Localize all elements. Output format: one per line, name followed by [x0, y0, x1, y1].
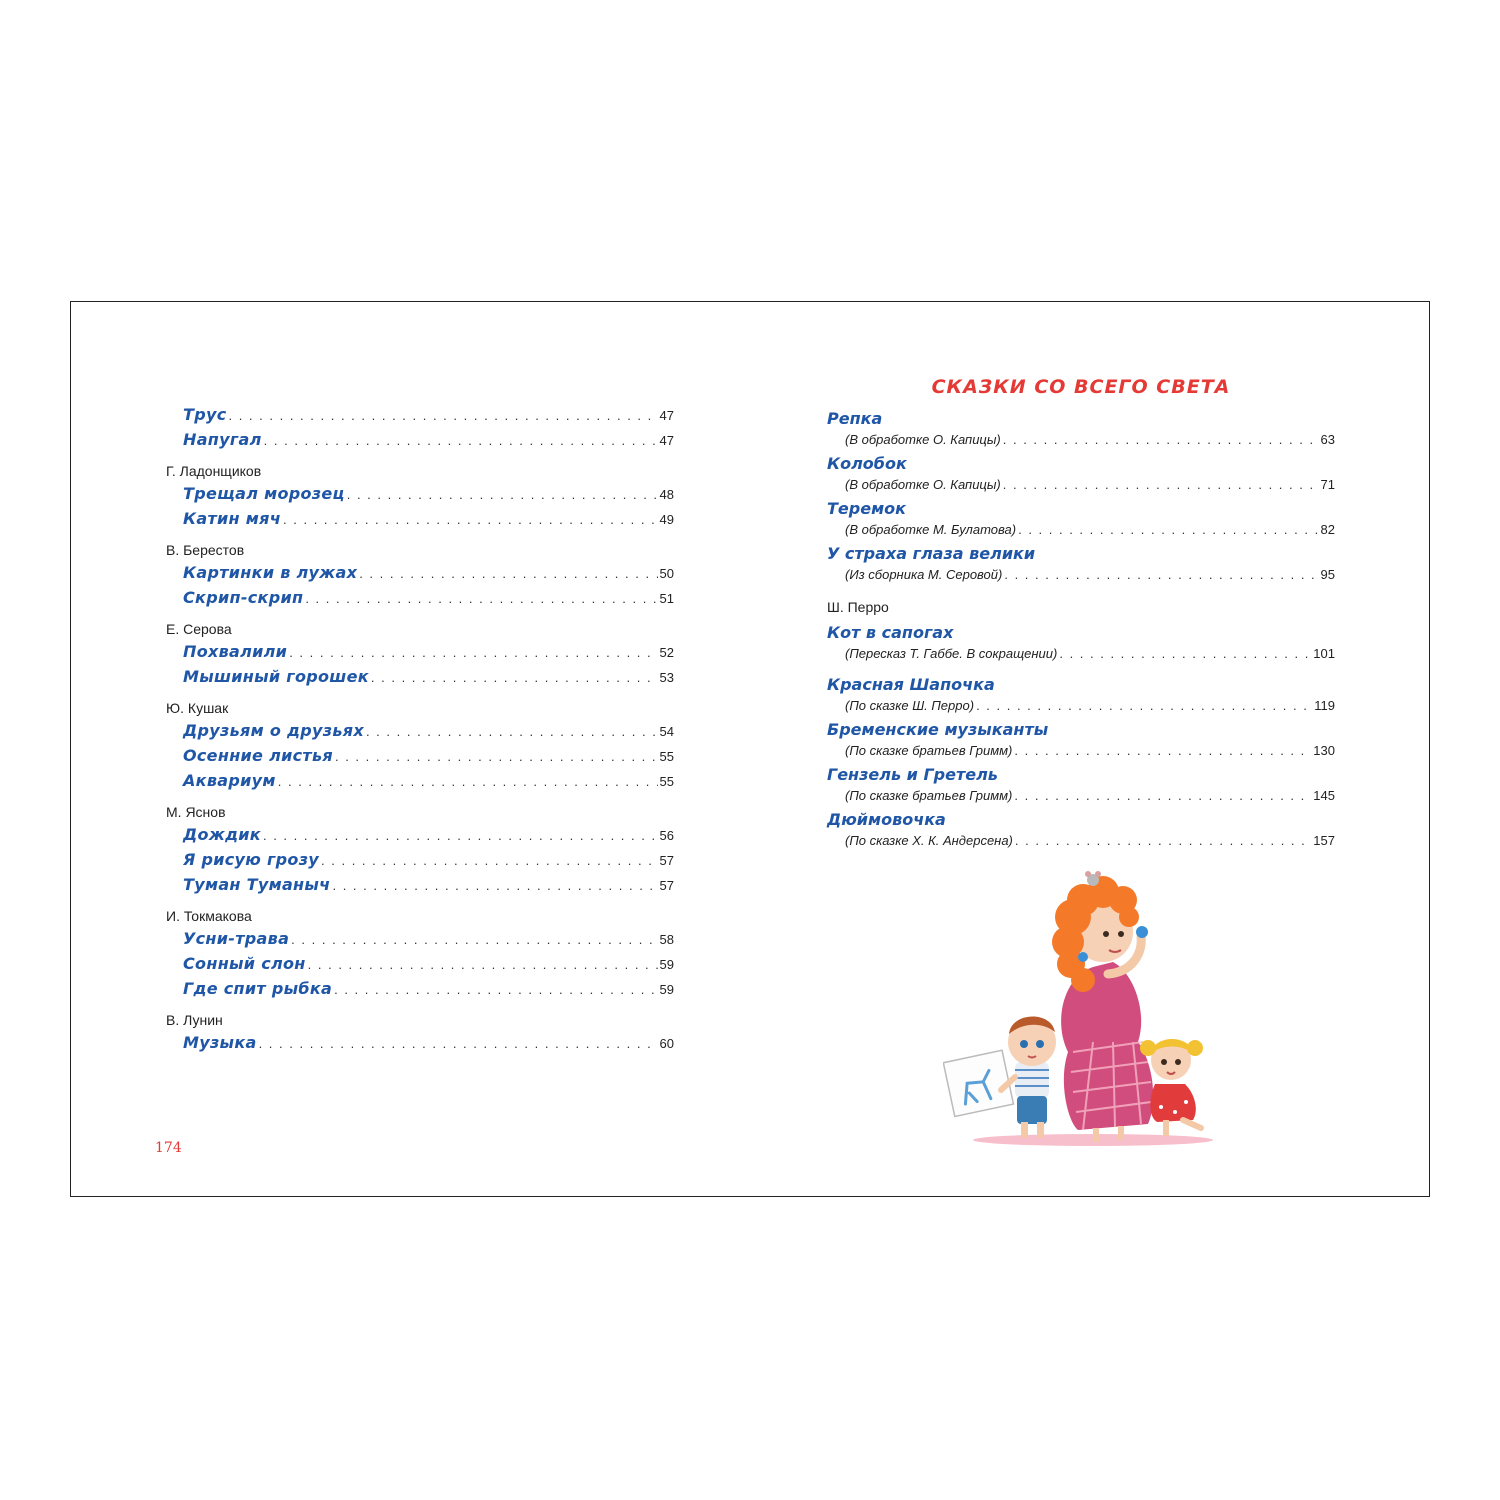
entry-page: 51 [659, 591, 674, 606]
dot-leader [308, 952, 658, 977]
story-title: Колобок [827, 454, 907, 473]
author-name: Ю. Кушак [166, 700, 229, 716]
entry-page: 55 [659, 749, 674, 764]
dot-leader [305, 586, 657, 611]
entry-page: 60 [659, 1036, 674, 1051]
dot-leader [283, 507, 658, 532]
story-source: (По сказке братьев Гримм) [845, 743, 1013, 758]
dot-leader [366, 719, 658, 744]
story-title: Гензель и Гретель [827, 765, 998, 784]
dot-leader [321, 848, 658, 873]
entry-page: 59 [659, 957, 674, 972]
entry-page: 119 [1314, 698, 1335, 713]
dot-leader [1004, 565, 1318, 585]
entry-title: Дождик [183, 825, 261, 844]
story-source: (В обработке О. Капицы) [845, 432, 1001, 447]
story-entry[interactable] [827, 674, 1335, 716]
toc-entry[interactable] [183, 718, 674, 743]
entry-page: 59 [659, 982, 674, 997]
entry-page: 49 [659, 512, 674, 527]
author-name: Е. Серова [166, 621, 232, 637]
story-entry[interactable] [827, 498, 1335, 540]
left-page-contents [166, 402, 674, 1055]
entry-page: 101 [1313, 646, 1335, 661]
entry-title: Картинки в лужах [183, 563, 358, 582]
entry-page: 56 [659, 828, 674, 843]
entry-page: 63 [1320, 432, 1335, 447]
dot-leader [1018, 520, 1318, 540]
story-source: (В обработке О. Капицы) [845, 477, 1001, 492]
entry-title: Аквариум [183, 771, 276, 790]
toc-entry[interactable] [183, 664, 674, 689]
story-source: (Из сборника М. Серовой) [845, 567, 1003, 582]
entry-page: 53 [659, 670, 674, 685]
entry-page: 48 [659, 487, 674, 502]
author-name: М. Яснов [166, 804, 226, 820]
entry-page: 47 [659, 433, 674, 448]
entry-title: Туман Туманыч [183, 875, 331, 894]
entry-page: 145 [1313, 788, 1335, 803]
author-name: В. Берестов [166, 542, 245, 558]
entry-title: Усни-трава [183, 929, 290, 948]
dot-leader [976, 696, 1312, 716]
story-entry[interactable] [827, 809, 1335, 851]
story-source: (По сказке братьев Гримм) [845, 788, 1013, 803]
entry-title: Напугал [183, 430, 262, 449]
family-illustration [943, 862, 1243, 1152]
story-entry[interactable] [827, 622, 1335, 664]
toc-entry[interactable] [183, 427, 674, 452]
toc-entry[interactable] [183, 872, 674, 897]
entry-title: Похвалили [183, 642, 288, 661]
entry-title: Трещал морозец [183, 484, 345, 503]
dot-leader [289, 640, 657, 665]
toc-entry[interactable] [183, 847, 674, 872]
entry-page: 50 [659, 566, 674, 581]
entry-title: Где спит рыбка [183, 979, 333, 998]
dot-leader [334, 977, 657, 1002]
entry-page: 57 [659, 878, 674, 893]
entry-page: 82 [1320, 522, 1335, 537]
story-source: (Пересказ Т. Габбе. В сокращении) [845, 646, 1058, 661]
dot-leader [347, 482, 658, 507]
dot-leader [1003, 475, 1319, 495]
entry-page: 57 [659, 853, 674, 868]
toc-entry[interactable] [183, 560, 674, 585]
entry-title: Друзьям о друзьях [183, 721, 364, 740]
toc-entry[interactable] [183, 976, 674, 1001]
dot-leader [332, 873, 657, 898]
toc-entry[interactable] [183, 481, 674, 506]
dot-leader [1014, 741, 1311, 761]
dot-leader [263, 823, 658, 848]
drawing-paper [943, 1050, 1013, 1116]
toc-entry[interactable] [183, 743, 674, 768]
dot-leader [259, 1031, 658, 1056]
author-name: Г. Ладонщиков [166, 463, 262, 479]
dot-leader [291, 927, 657, 952]
story-title: Красная Шапочка [827, 675, 995, 694]
story-source: (По сказке Ш. Перро) [845, 698, 975, 713]
story-entry[interactable] [827, 408, 1335, 450]
toc-entry[interactable] [183, 1030, 674, 1055]
story-title: Теремок [827, 499, 906, 518]
dot-leader [1015, 831, 1311, 851]
toc-entry[interactable] [183, 768, 674, 793]
entry-title: Осенние листья [183, 746, 333, 765]
entry-page: 58 [659, 932, 674, 947]
entry-title: Скрип-скрип [183, 588, 304, 607]
entry-title: Музыка [183, 1033, 257, 1052]
entry-page: 157 [1313, 833, 1335, 848]
toc-entry[interactable] [183, 639, 674, 664]
page-number: 174 [155, 1140, 182, 1156]
story-source: (В обработке М. Булатова) [845, 522, 1017, 537]
right-page-contents [827, 370, 1335, 854]
story-title: Кот в сапогах [827, 623, 954, 642]
entry-page: 71 [1320, 477, 1335, 492]
entry-page: 52 [659, 645, 674, 660]
story-entry[interactable] [827, 543, 1335, 585]
dot-leader [335, 744, 658, 769]
toc-entry[interactable] [183, 585, 674, 610]
entry-title: Мышиный горошек [183, 667, 369, 686]
section-title: СКАЗКИ СО ВСЕГО СВЕТА [931, 376, 1231, 398]
author-name: И. Токмакова [166, 908, 252, 924]
entry-page: 54 [659, 724, 674, 739]
entry-page: 47 [659, 408, 674, 423]
story-entry[interactable] [827, 764, 1335, 806]
dot-leader [1059, 644, 1311, 664]
toc-entry[interactable] [183, 506, 674, 531]
toc-entry[interactable] [183, 402, 674, 427]
toc-entry[interactable] [183, 822, 674, 847]
story-title: Дюймовочка [827, 810, 946, 829]
entry-title: Трус [183, 405, 227, 424]
story-source: (По сказке Х. К. Андерсена) [845, 833, 1013, 848]
story-title: У страха глаза велики [827, 544, 1036, 563]
dot-leader [1014, 786, 1311, 806]
author-name: Ш. Перро [827, 599, 889, 615]
dot-leader [264, 428, 658, 453]
toc-entry[interactable] [183, 951, 674, 976]
entry-title: Сонный слон [183, 954, 306, 973]
entry-title: Я рисую грозу [183, 850, 320, 869]
story-title: Бременские музыканты [827, 720, 1049, 739]
story-title: Репка [827, 409, 883, 428]
dot-leader [371, 665, 658, 690]
entry-page: 95 [1320, 567, 1335, 582]
entry-title: Катин мяч [183, 509, 282, 528]
toc-entry[interactable] [183, 926, 674, 951]
author-name: В. Лунин [166, 1012, 223, 1028]
dot-leader [359, 561, 657, 586]
dot-leader [278, 769, 658, 794]
entry-page: 130 [1313, 743, 1335, 758]
story-entry[interactable] [827, 719, 1335, 761]
dot-leader [1003, 430, 1319, 450]
book-spread [70, 301, 1430, 1197]
story-entry[interactable] [827, 453, 1335, 495]
entry-page: 55 [659, 774, 674, 789]
dot-leader [228, 403, 657, 428]
